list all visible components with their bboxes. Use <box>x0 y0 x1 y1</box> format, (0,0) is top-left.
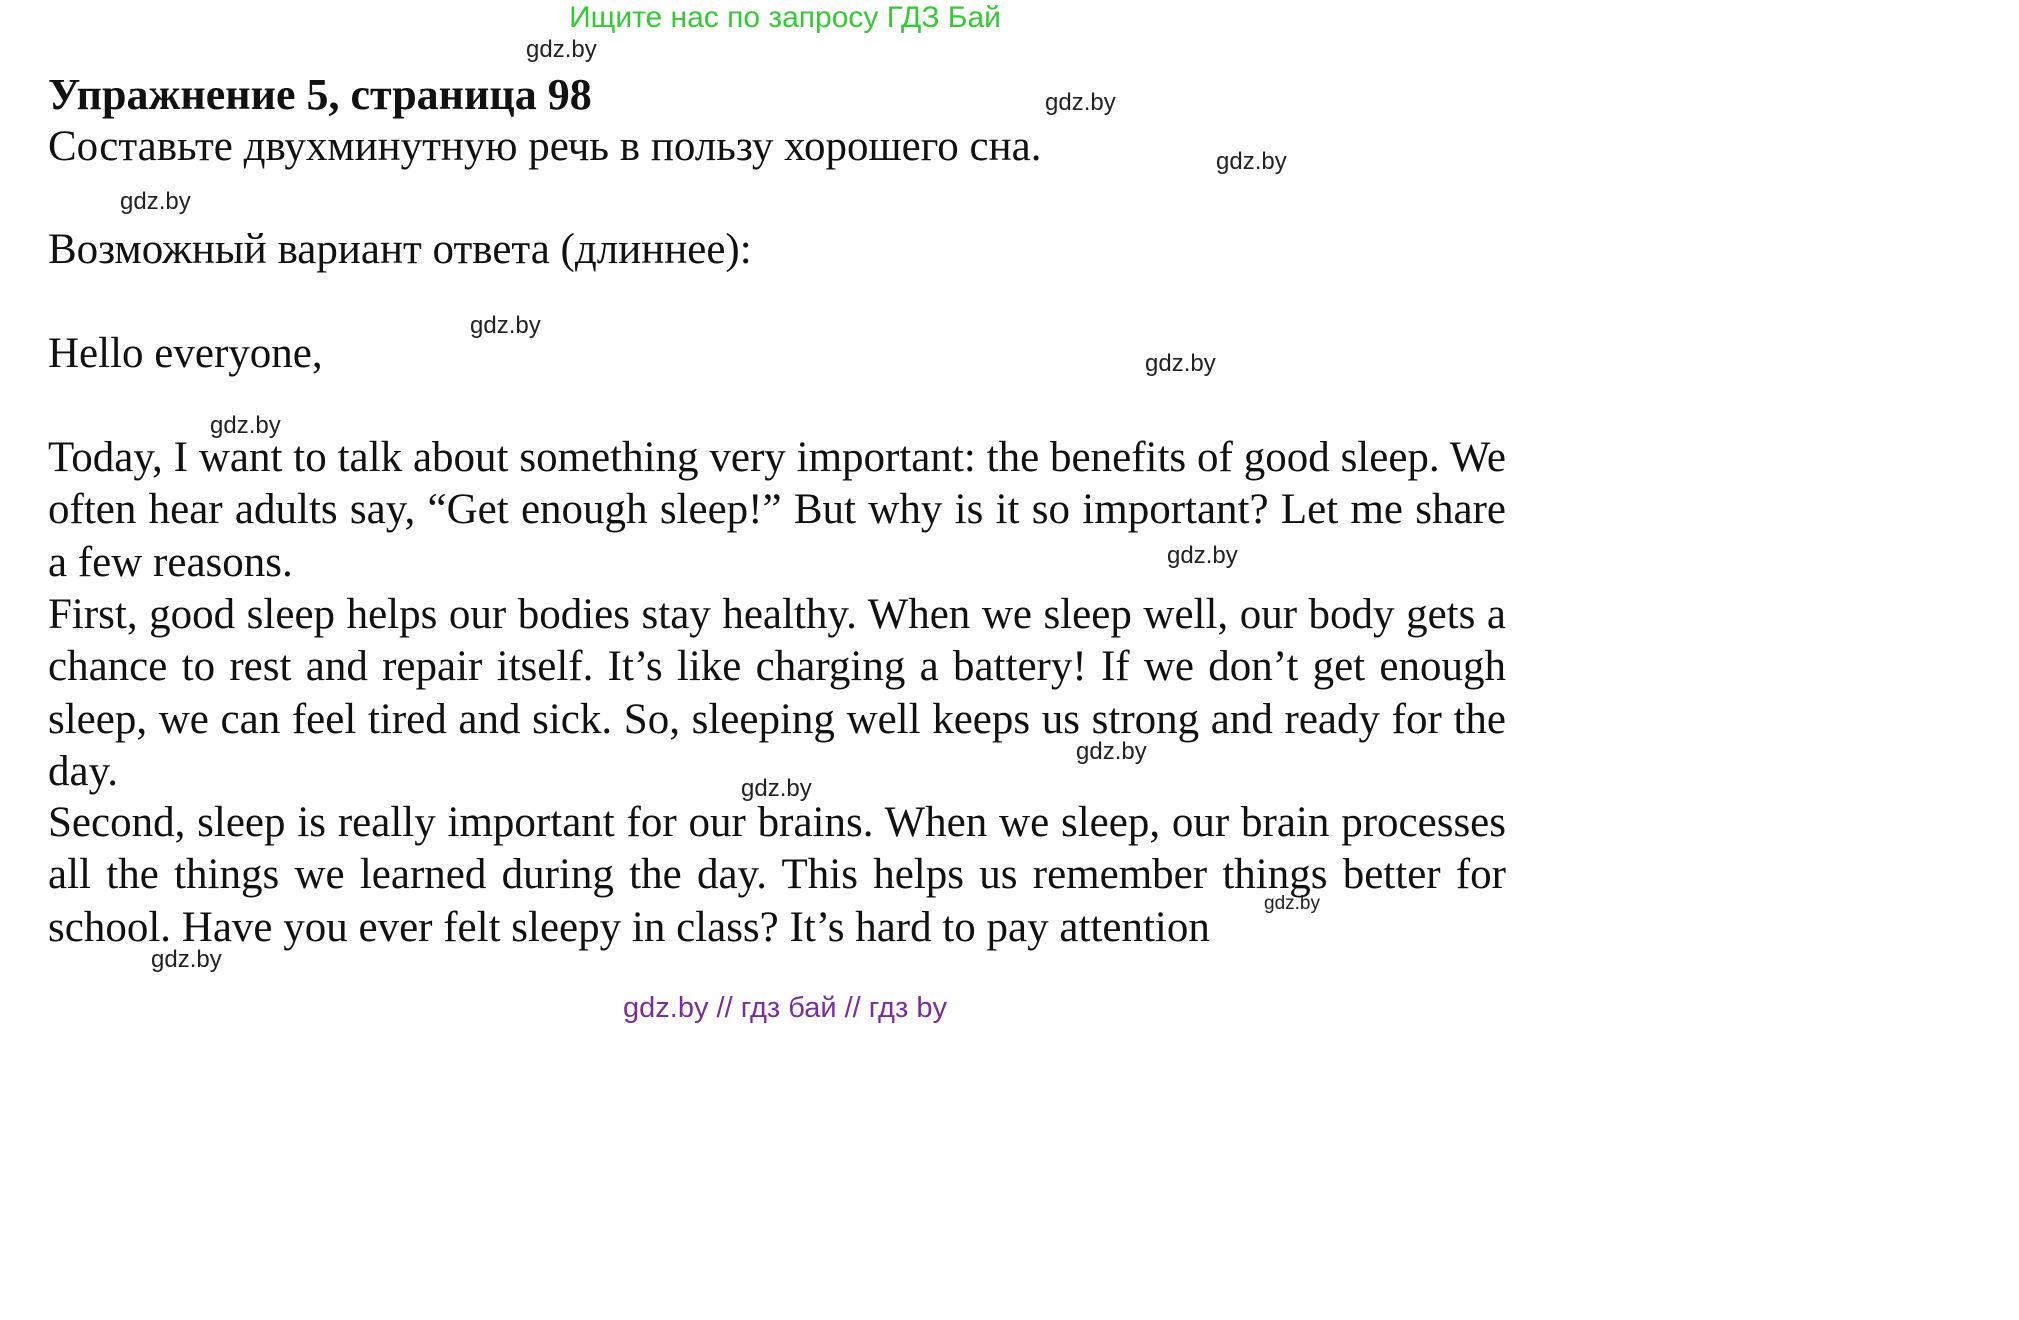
watermark: gdz.by <box>1167 542 1238 569</box>
watermark: gdz.by <box>526 36 597 63</box>
exercise-title: Упражнение 5, страница 98 <box>48 70 592 119</box>
watermark: gdz.by <box>210 412 281 439</box>
watermark: gdz.by <box>1145 350 1216 377</box>
task-text: Составьте двухминутную речь в пользу хорошего сна. <box>48 123 1042 170</box>
answer-label: Возможный вариант ответа (длиннее): <box>48 226 752 273</box>
paragraph-first: First, good sleep helps our bodies stay healthy. When we sleep well, our body gets a chance to rest and repair itself. It’s like charging a battery! If we don’t get enough sleep, we can feel tired and sick. So, sleeping well keeps us strong and ready for the day. <box>48 591 1506 795</box>
search-hint-banner: Ищите нас по запросу ГДЗ Бай <box>569 1 1001 34</box>
footer-watermark: gdz.by // гдз бай // гдз by <box>623 992 947 1024</box>
watermark: gdz.by <box>741 775 812 802</box>
watermark: gdz.by <box>120 188 191 215</box>
watermark: gdz.by <box>151 946 222 973</box>
greeting-text: Hello everyone, <box>48 330 323 377</box>
watermark: gdz.by <box>470 312 541 339</box>
paragraph-intro: Today, I want to talk about something very important: the benefits of good sleep. We often hear adults say, “Get enough sleep!” But why is it so important? Let me share a few reasons. <box>48 434 1506 586</box>
watermark: gdz.by <box>1216 148 1287 175</box>
watermark: gdz.by <box>1076 738 1147 765</box>
paragraph-second: Second, sleep is really important for our brains. When we sleep, our brain processes all the things we learned during the day. This helps us remember things better for school. Have you ever felt sleepy in class? It’s hard to pay attention <box>48 799 1506 951</box>
watermark: gdz.by <box>1045 89 1116 116</box>
watermark: gdz.by <box>1264 893 1320 914</box>
